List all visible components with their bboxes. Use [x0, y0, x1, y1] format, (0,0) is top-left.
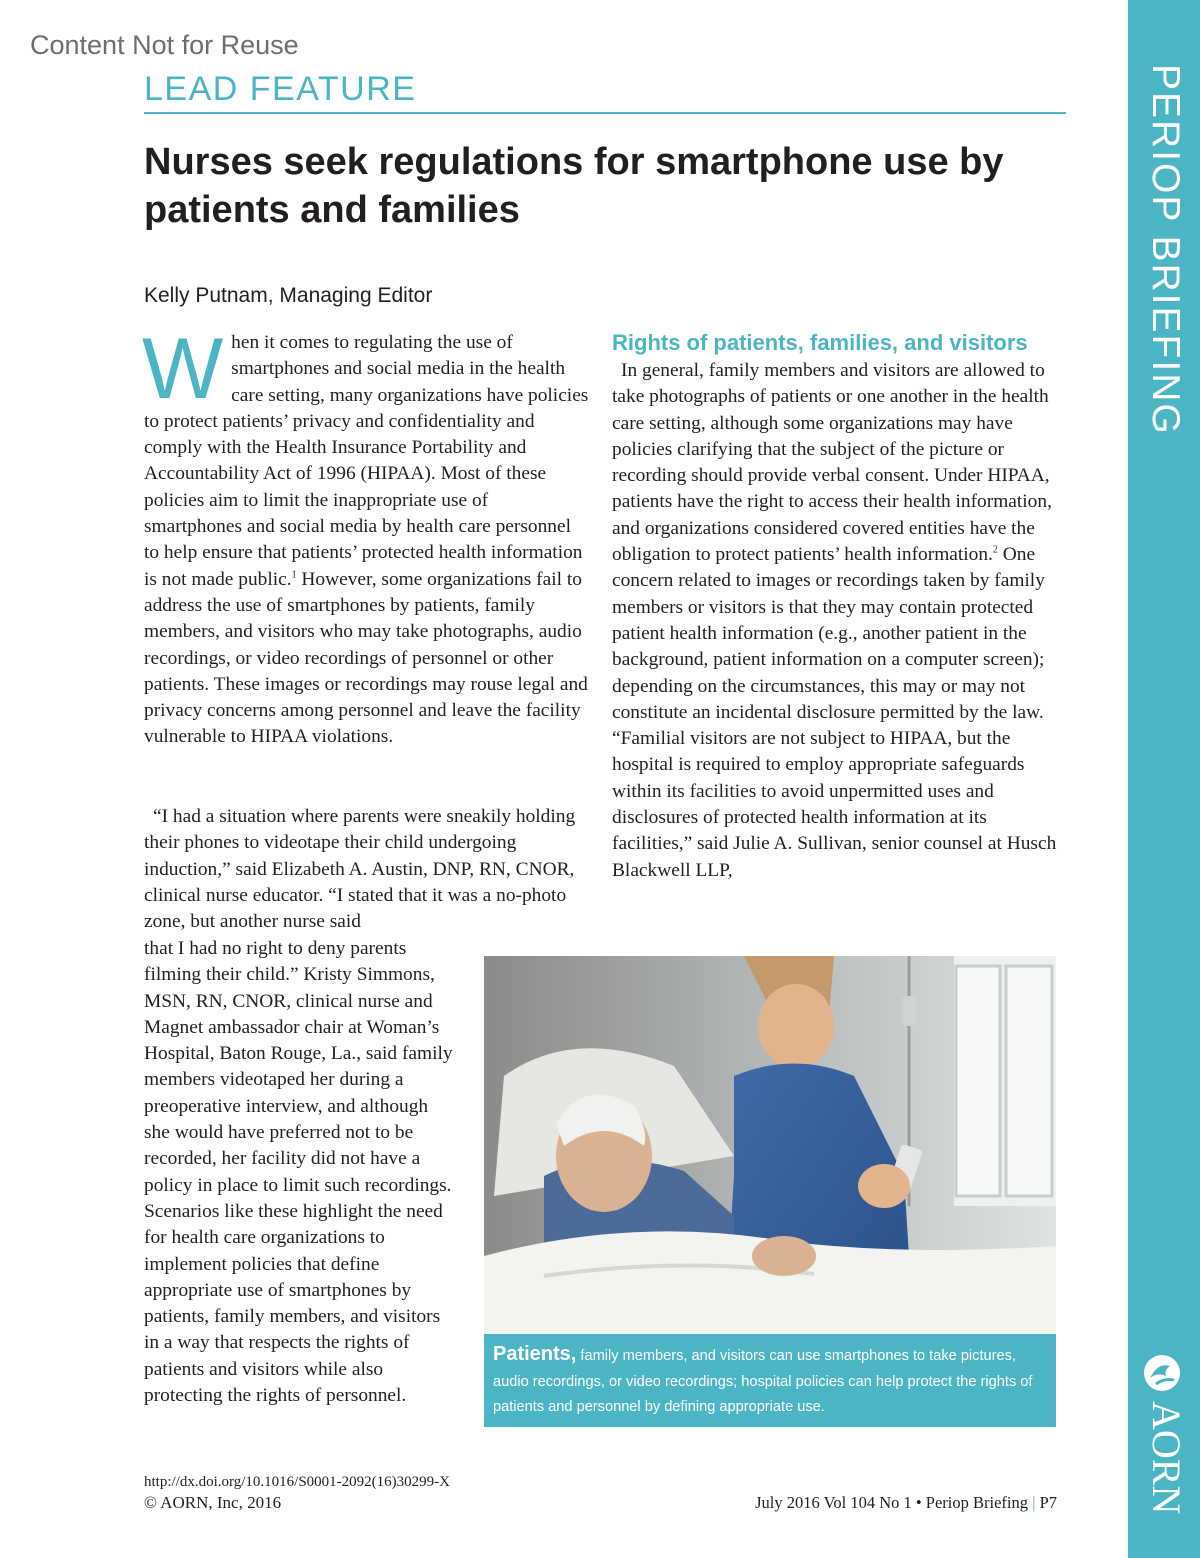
footer-copyright: © AORN, Inc, 2016 — [144, 1493, 282, 1512]
rights-paragraph: In general, family members and visitors are allowed to take photographs of patients or one another in the health care setting, although some organizations may have policies clarifying that the subject of the picture or recording should provide verbal consent. Under HIPAA, patients have the right to access their health information, and organizations considered covered entities have the obligation to protect patients’ health information.$^2$ One concern related to images or recordings taken by family members or visitors is that they may contain protected patient health information (e.g., another patient in the background, patient information on a computer screen); depending on the circumstances, this may or may not constitute an incidental disclosure permitted by the law. “Familial visitors are not subject to HIPAA, but the hospital is required to employ appropriate safeguards within its facilities to avoid unpermitted uses and disclosures of protected health information at its facilities,” said Julie A. Sullivan, senior counsel at Husch Blackwell LLP, — [612, 360, 1057, 881]
watermark-text: Content Not for Reuse — [30, 30, 299, 60]
footer-separator: | — [1032, 1493, 1036, 1512]
footer-page-number: P7 — [1039, 1493, 1057, 1512]
aorn-logo — [1140, 1352, 1188, 1514]
article-photo — [484, 956, 1056, 1336]
photo-caption — [484, 1334, 1056, 1427]
footer-publication: Periop Briefing — [925, 1493, 1028, 1512]
sidebar-title: PERIOP BRIEFING — [1144, 64, 1187, 436]
right-column — [612, 330, 1060, 884]
section-rule — [144, 112, 1066, 114]
section-subhead: Rights of patients, families, and visitors — [612, 330, 1028, 355]
section-label: LEAD FEATURE — [144, 70, 417, 108]
aorn-logo-icon — [1140, 1352, 1184, 1394]
intro-paragraph: hen it comes to regulating the use of smartphones and social media in the health care setting, many organizations have policies to protect patients’ privacy and confidentiality and comply with the Health Insurance Portability and Accountability Act of 1996 (HIPAA). Most of these policies aim to limit the inappropriate use of smartphones and social media by health care personnel to help ensure that patients’ protected health information is not made public.$^1$ However, some organizations fail to address the use of smartphones by patients, family members, and visitors who may take photographs, audio recordings, or video recordings of personnel or other patients. These images or recordings may rouse legal and privacy concerns among personnel and leave the facility vulnerable to HIPAA violations. — [144, 332, 589, 748]
footer-bullet: • — [915, 1493, 922, 1512]
left-column-quote — [144, 804, 590, 935]
footer-issue-info — [755, 1492, 1057, 1514]
caption-lead: Patients, — [493, 1343, 577, 1365]
aorn-logo-text: AORN — [1144, 1401, 1189, 1515]
caption-text: family members, and visitors can use smartphones to take pictures, audio recordings, or video recordings; hospital policies can help protect the rights of patients and personnel by defining appropriate use. — [493, 1348, 1033, 1415]
left-column-intro — [142, 321, 590, 751]
footer-doi: http://dx.doi.org/10.1016/S0001-2092(16)30299-X — [144, 1474, 450, 1490]
footer-issue: July 2016 Vol 104 No 1 — [755, 1493, 912, 1512]
left-column-narrow — [144, 936, 454, 1409]
drop-cap: W — [142, 321, 224, 417]
reference-2: 2 — [992, 544, 998, 556]
quote-paragraph: “I had a situation where parents were sneakily holding their phones to videotape their child undergoing induction,” said Elizabeth A. Austin, DNP, RN, CNOR, clinical nurse educator. “I stated that it was a no-photo zone, but another nurse said — [144, 806, 576, 933]
reference-1: 1 — [291, 569, 297, 581]
byline: Kelly Putnam, Managing Editor — [144, 284, 433, 307]
quote-paragraph-continued: that I had no right to deny parents filming their child.” Kristy Simmons, MSN, RN, CNOR, clinical nurse and Magnet ambassador chair at Woman’s Hospital, Baton Rouge, La., said family members videotaped her during a preoperative interview, and although she would have preferred not to be recorded, her facility did not have a policy in place to limit such recordings. Scenarios like these highlight the need for health care organizations to implement policies that define appropriate use of smartphones by patients, family members, and visitors in a way that respects the rights of patients and visitors while also protecting the rights of personnel. — [144, 938, 453, 1407]
article-title: Nurses seek regulations for smartphone use by patients and families — [144, 141, 1004, 231]
